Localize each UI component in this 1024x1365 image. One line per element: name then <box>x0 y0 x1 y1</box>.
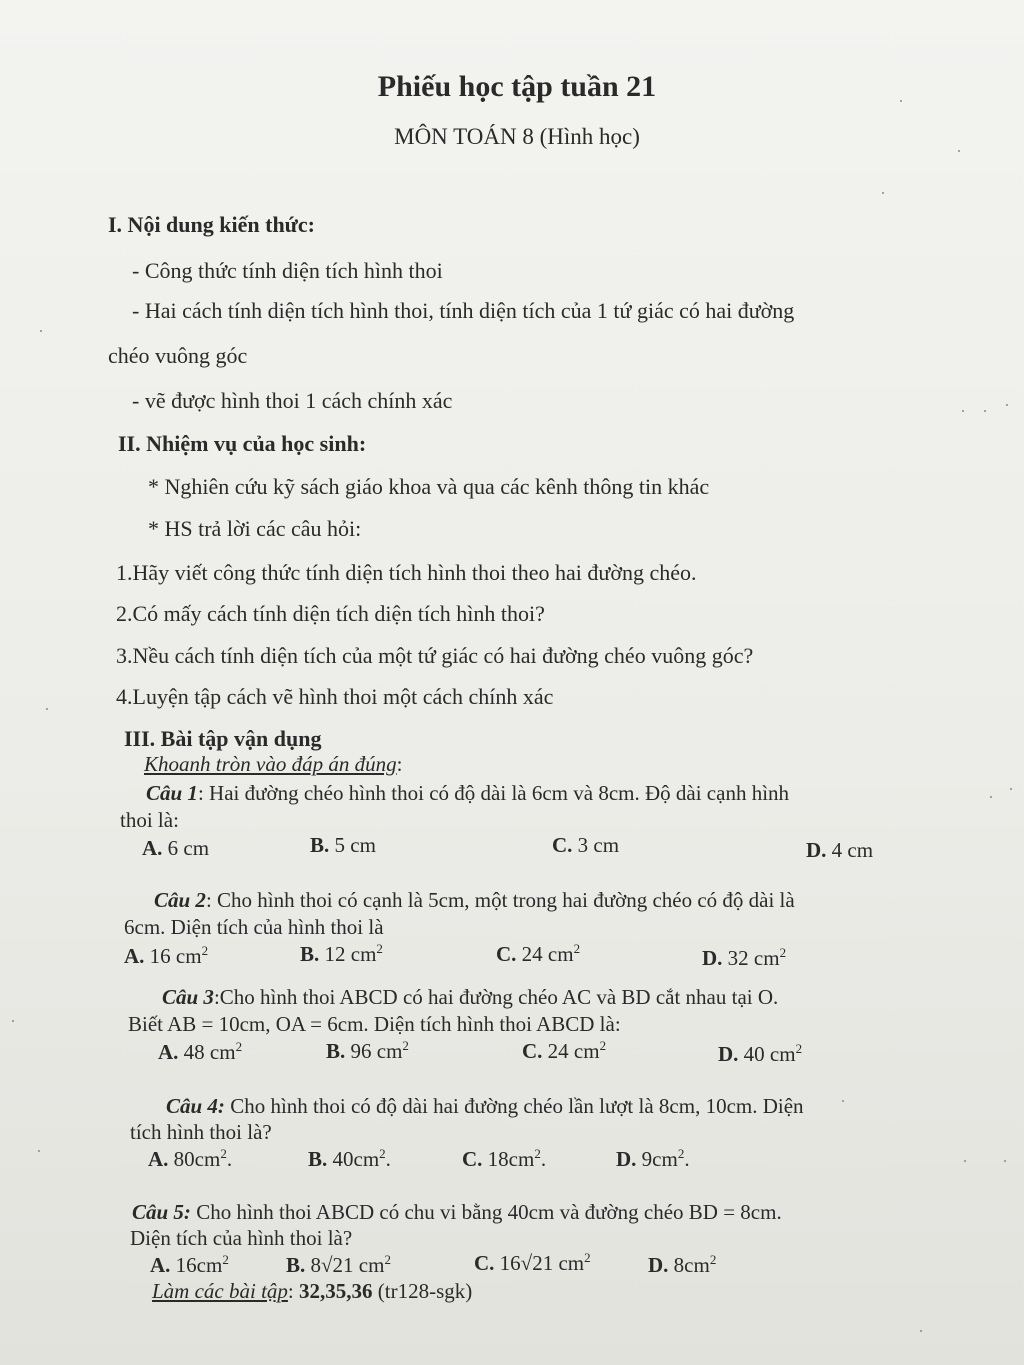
section-1-line: chéo vuông góc <box>108 343 248 368</box>
question-5: Câu 5: Cho hình thoi ABCD có chu vi bằng 40cm và đường chéo BD = 8cm. <box>132 1200 782 1224</box>
instruction-text: Khoanh tròn vào đáp án đúng <box>144 752 397 776</box>
section-1-line: - Công thức tính diện tích hình thoi <box>132 258 443 283</box>
question-2: Câu 2: Cho hình thoi có cạnh là 5cm, một trong hai đường chéo có độ dài là <box>154 888 795 912</box>
question-4-cont: tích hình thoi là? <box>130 1120 272 1144</box>
paper-speck <box>40 330 42 332</box>
page-subtitle: MÔN TOÁN 8 (Hình học) <box>394 124 640 149</box>
answer-option: D. 4 cm <box>806 838 874 862</box>
answer-option: A. 48 $cm^2$ <box>158 1039 243 1064</box>
question-label: Câu 2 <box>154 888 206 912</box>
paper-speck <box>842 1100 844 1102</box>
answer-option: B. $40cm^2$. <box>308 1146 391 1171</box>
paper-speck <box>1010 788 1012 790</box>
paper-speck <box>1006 404 1008 406</box>
answer-option: A. $80cm^2$. <box>148 1146 233 1171</box>
answer-option: D. $9cm^2$. <box>616 1146 690 1171</box>
paper-speck <box>900 100 902 102</box>
task-question: 2.Có mấy cách tính diện tích diện tích hình thoi? <box>116 601 545 626</box>
answer-option: C. 24 $cm^2$ <box>496 941 581 966</box>
section-1-line: - vẽ được hình thoi 1 cách chính xác <box>132 388 453 413</box>
answer-option: A. 16 $cm^2$ <box>124 943 209 968</box>
answer-option: D. 40 $cm^2$ <box>718 1041 803 1066</box>
task-question: 4.Luyện tập cách vẽ hình thoi một cách chính xác <box>116 684 554 709</box>
question-3-cont: Biết AB = 10cm, OA = 6cm. Diện tích hình thoi ABCD là: <box>128 1012 621 1036</box>
section-2-bullet: * HS trả lời các câu hỏi: <box>148 516 362 541</box>
question-1-cont: thoi là: <box>120 808 179 832</box>
section-2-heading: II. Nhiệm vụ của học sinh: <box>118 431 367 456</box>
question-4: Câu 4: Cho hình thoi có độ dài hai đường chéo lần lượt là 8cm, 10cm. Diện <box>166 1094 804 1118</box>
paper-speck <box>990 796 992 798</box>
instruction-line: Khoanh tròn vào đáp án đúng: <box>144 752 403 776</box>
question-3: Câu 3:Cho hình thoi ABCD có hai đường chéo AC và BD cắt nhau tại O. <box>162 985 779 1009</box>
answer-option: D. 32 $cm^2$ <box>702 945 787 970</box>
section-1-heading: I. Nội dung kiến thức: <box>108 212 315 237</box>
answer-option: B. 12 $cm^2$ <box>300 941 383 966</box>
answer-option: B. 96 $cm^2$ <box>326 1038 409 1063</box>
question-label: Câu 3 <box>162 985 214 1009</box>
paper-speck <box>46 708 48 710</box>
question-1: Câu 1: Hai đường chéo hình thoi có độ dài là 6cm và 8cm. Độ dài cạnh hình <box>146 781 790 805</box>
question-label: Câu 5: <box>132 1200 191 1224</box>
page-title: Phiếu học tập tuần 21 <box>377 70 657 103</box>
answer-option: D. $8cm^2$ <box>648 1252 717 1277</box>
task-question: 3.Nều cách tính diện tích của một tứ giác có hai đường chéo vuông góc? <box>116 643 754 668</box>
homework-numbers: 32,35,36 <box>299 1279 373 1303</box>
paper-speck <box>882 192 884 194</box>
question-label: Câu 1 <box>146 781 198 805</box>
section-2-bullet: * Nghiên cứu kỹ sách giáo khoa và qua các kênh thông tin khác <box>148 474 710 499</box>
answer-option: B. 8√21 $cm^2$ <box>286 1252 391 1277</box>
paper-speck <box>984 410 986 412</box>
answer-option: C. 3 cm <box>552 833 620 857</box>
paper-speck <box>964 1160 966 1162</box>
answer-option: C. 24 $cm^2$ <box>522 1038 607 1063</box>
paper-speck <box>920 1330 922 1332</box>
paper-speck <box>962 410 964 412</box>
homework-line: Làm các bài tập: 32,35,36 (tr128-sgk) <box>152 1279 473 1303</box>
answer-option: C. 16√21 $cm^2$ <box>474 1250 591 1275</box>
paper-speck <box>958 150 960 152</box>
task-question: 1.Hãy viết công thức tính diện tích hình thoi theo hai đường chéo. <box>116 560 697 585</box>
homework-label: Làm các bài tập <box>152 1279 288 1303</box>
paper-speck <box>38 1150 40 1152</box>
question-2-cont: 6cm. Diện tích của hình thoi là <box>124 915 384 939</box>
answer-option: C. $18cm^2$. <box>462 1146 547 1171</box>
answer-option: A. $16cm^2$ <box>150 1252 229 1277</box>
section-1-line: - Hai cách tính diện tích hình thoi, tính diện tích của 1 tứ giác có hai đường <box>132 298 795 323</box>
question-label: Câu 4: <box>166 1094 225 1118</box>
answer-option: A. 6 cm <box>142 836 210 860</box>
paper-speck <box>12 1020 14 1022</box>
question-5-cont: Diện tích của hình thoi là? <box>130 1226 353 1250</box>
section-3-heading: III. Bài tập vận dụng <box>124 726 322 751</box>
paper-speck <box>1004 1160 1006 1162</box>
answer-option: B. 5 cm <box>310 833 376 857</box>
